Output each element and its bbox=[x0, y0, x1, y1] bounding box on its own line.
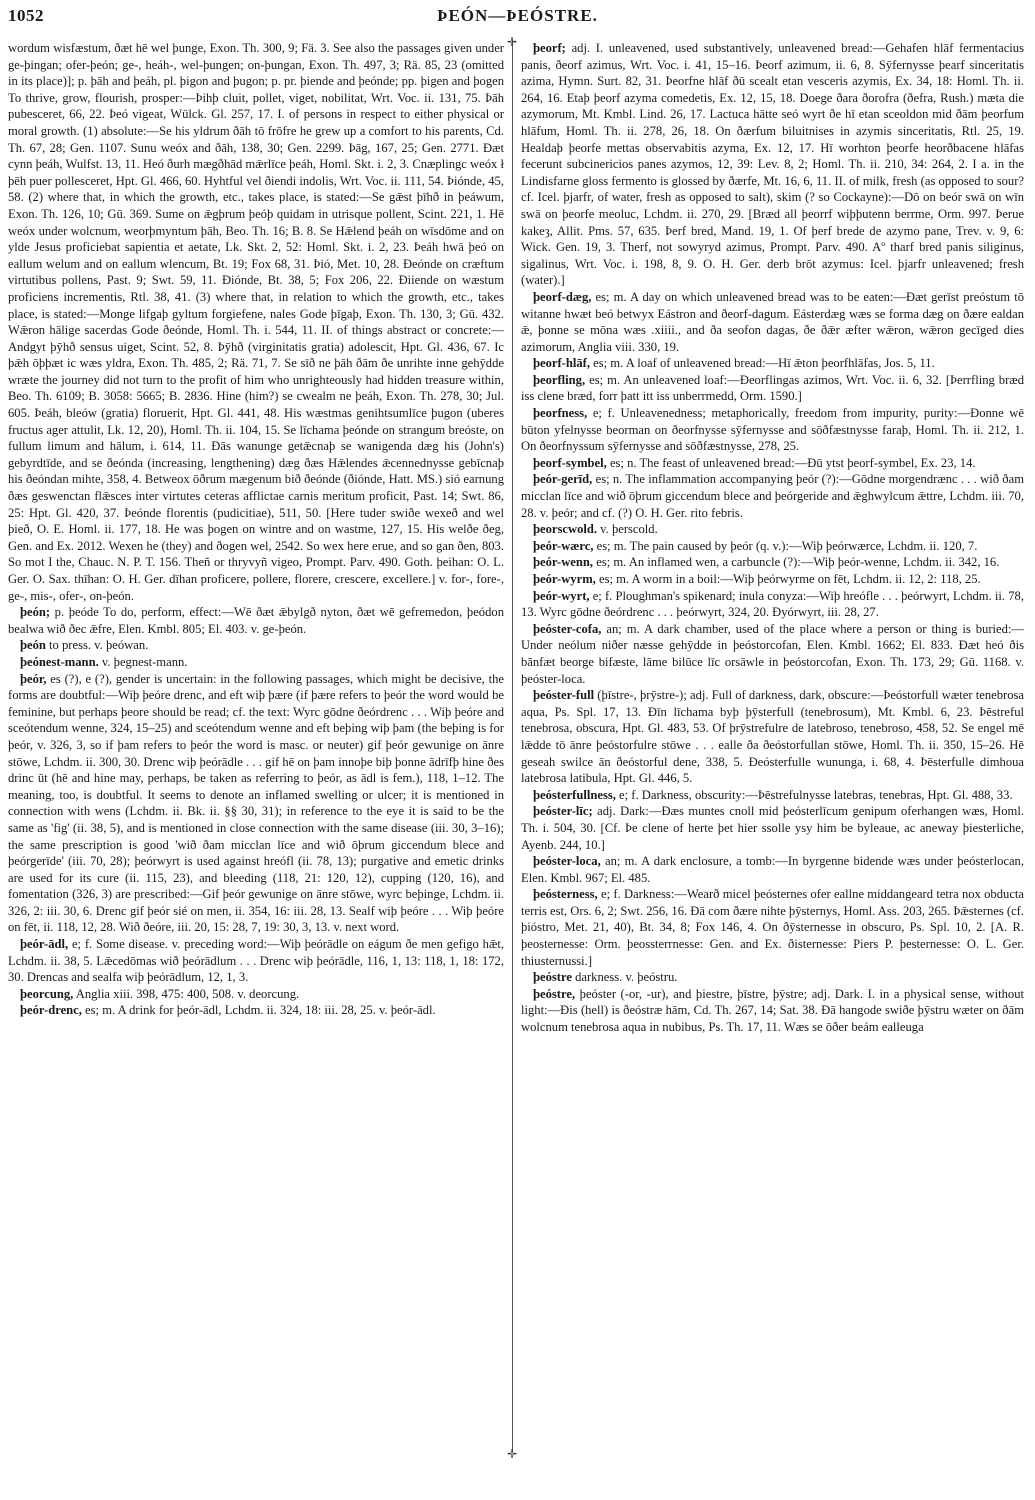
entry-text: wordum wisfæstum, ðæt hē wel þunge, Exon. Th. 300, 9; Fä. 3. See also the passages given under ge-þingan; ofer-þeón; ge-, heáh-, wel-þungen; on-þungan, Exon. Th. 497, 3; Rä. 85, 23 (omitted in its place)]; p. þāh and þeáh, pl. þigon and þugon; p. pr. þiende and þeónde; pp. þigen and þogen To thrive, grow, flourish, prosper:—Þihþ cluit, pollet, viget, nobilitat, Wrt. Voc. ii. 131, 75. Þāh pubesceret, 66, 22. Þeó vigeat, Wülck. Gl. 257, 17. I. of persons in respect to either physical or moral growth. (1) absolute:—Se his yldrum ðāh tō frōfre he grew up a comfort to his parents, Cd. Th. 67, 28; Gen. 1107. Sunu weóx and ðāh, 138, 30; Gen. 2299. Þāg, 167, 25; Gen. 2771. Ðæt cynn þeáh, Wulfst. 13, 11. Heó ðurh mægðhād mǣrlīce þeáh, Homl. Skt. i. 2, 3. Cnæplingc weóx ł þēh puer pollesceret, Hpt. Gl. 466, 60. Hyhtful vel ðiendi indolis, Wrt. Voc. ii. 111, 54. Þiónde, 45, 58. (2) where that, in which the growth, etc., takes place, is stated:—Se gǣst þīhð in þeáwum, Exon. Th. 126, 10; Gū. 369. Sume on ǣgþrum þeóþ quidam in utrisque pollent, Scint. 221, 1. Hē weóx under wolcnum, weorþmyntum þāh, Beo. Th. 16; B. 8. Se Hǣlend þeáh on wīsdōme and on ylde Jesus proficiebat sapientia et aetate, Lk. Skt. 2, 52: Homl. Skt. i. 2, 23. Þeáh hwā þeó on eallum welum and on eallum wlencum, Bt. 19; Fox 68, 31. Þió, Met. 10, 28. Ðeónde on cræftum virtutibus pollens, Past. 9; Swt. 59, 11. Ðiónde, Bt. 38, 5; Fox 206, 22. Ðiiende on wæstum proficiens incrementis, Rtl. 38, 41. (3) where that, in relation to which the growth, etc., takes place, is stated:—Monge lifgaþ gyltum forgiefene, nales Gode þīgaþ, Exon. Th. 130, 3; Gū. 432. Wǣron hālige sacerdas Gode ðeónde, Homl. Th. i. 544, 11. II. of things abstract or concrete:—Andgyt þȳhð sensus uiget, Scint. 52, 8. Þȳhð (virginitatis gratia) adolescit, Hpt. Gl. 436, 67. Ic þǣh ōþþæt ic wæs yldra, Exon. Th. 485, 2; Rä. 71, 7. Se sīð ne þāh ðām ðe unrihte inne gehȳdde wræte the journey did not turn to the profit of him who unrighteously had hidden treasure within, Beo. Th. 6109; B. 3058: 5665; B. 2836. Hine (him?) se cwealm ne þeáh, Exon. Th. 278, 30; Jul. 605. Þeáh, bleów (gratia) floruerit, Hpt. Gl. 441, 48. His wæstmas genihtsumlīce þugon (uberes fructus ager attulit, Lk. 12, 20), Homl. Th. ii. 104, 15. Se līchama þeónde on strangum breóste, on fullum limum and hālum, i. 614, 11. Ðās wanunge getǣcnaþ se wanigenda dæg his (John's) gebyrdtīde, and se ðeónda (increasing, lengthening) dæg ðæs Hǣlendes ǣcennednysse gebīcnaþ his ðeóndan mihte, 358, 4. Betweox ōðrum mægenum bið ðeónde (ðiónde, Hatt. MS.) sió earnung ðæs geswenctan flǣsces inter virtutes ceteras afflictae carnis meritum proficit, Past. 14; Swt. 86, 25: Hpt. Gl. 420, 37. Þeónde florentis (pudicitiae), 511, 50. [Here tuder swiðe wexeð and wel þieð, O. E. Homl. ii. 177, 18. He was þogen on wintre and on wastme, 127, 15. His welðe ðeg, Gen. and Ex. 2012. Wexen he (they) and ðogen wel, 2542. So wex here erue, and so gan ðen, 803. So mot I the, Chauc. N. P. T. 156. Theñ or thryvyñ vigeo, Prompt. Parv. 490. Goth. þeihan: O. L. Ger. O. Sax. thīhan: O. H. Ger. dīhan proficere, pollere, florere, crescere, excellere.] v. for-, fore-, ge-, mis-, ofer-, on-þeón. bbox=[8, 41, 504, 603]
dictionary-entry bbox=[521, 621, 1024, 687]
entry-text: an; m. A dark enclosure, a tomb:—In byrgenne bidende wæs under þeósterlocan, Elen. Kmbl. 967; El. 485. bbox=[521, 854, 1024, 885]
headword: þeorfness, bbox=[533, 406, 588, 421]
headword: þeór-wærc, bbox=[533, 538, 594, 553]
headword: þeóster-loca, bbox=[533, 854, 601, 869]
entry-text: e; f. Some disease. v. preceding word:—Wiþ þeórādle on eágum ðe men gefigo hǣt, Lchdm. ii. 38, 5. Lǣcedōmas wið þeórādlum . . . Drenc wiþ þeórādle, 116, 1, 13: 118, 1, 18: 172, 30. Drencas and sealfa wiþ þeórādlum, 12, 1, 3. bbox=[8, 937, 504, 985]
entry-text: Anglia xiii. 398, 475: 400, 508. v. deorcung. bbox=[73, 986, 300, 1001]
right-column bbox=[521, 40, 1024, 1480]
headword: þeór-wyrt, bbox=[533, 588, 590, 603]
entry-text: þeóster (-or, -ur), and þiestre, þīstre, þȳstre; adj. Dark. I. in a physical sense, without light:—Ðis (hell) is ðeóstræ hām, Cd. Th. 267, 14; Sat. 38. Ðā hangode swiðe þȳstru wæter on ðām wolcnum tenebrosa aqua in nubibus, Ps. Th. 17, 11. Wæs se ōðer beám ealleuga bbox=[521, 986, 1024, 1035]
dictionary-entry bbox=[521, 521, 1024, 538]
divider-top-mark: ✛ bbox=[506, 35, 518, 49]
dictionary-entry bbox=[521, 588, 1024, 621]
dictionary-entry bbox=[521, 471, 1024, 521]
entry-text: es; m. A drink for þeór-ādl, Lchdm. ii. 324, 18: iii. 28, 25. v. þeór-ādl. bbox=[81, 1003, 436, 1018]
dictionary-entry bbox=[8, 654, 504, 671]
dictionary-entry bbox=[521, 986, 1024, 1036]
entry-text: es; m. The pain caused by þeór (q. v.):—Wiþ þeórwærce, Lchdm. ii. 120, 7. bbox=[593, 538, 978, 553]
dictionary-entry bbox=[521, 886, 1024, 969]
entry-text: to press. v. þeówan. bbox=[45, 638, 149, 653]
entry-text: e; f. Darkness, obscurity:—Þēstrefulnysse latebras, tenebras, Hpt. Gl. 488, 33. bbox=[615, 787, 1013, 802]
headword: þeór-wyrm, bbox=[533, 572, 596, 586]
headword: þeóstre bbox=[533, 970, 572, 985]
dictionary-entry bbox=[521, 289, 1024, 355]
entry-text: es; n. The inflammation accompanying þeór (?):—Gōdne morgendrænc . . . wið ðam micclan līce and wið ōþrum giccendum blece and þeórgeride and ǣghwylcum ǣttre, Lchdm. iii. 70, 28. v. þeór; and cf. (?) O. H. Ger. rito febris. bbox=[521, 472, 1024, 520]
headword: þeór, bbox=[20, 671, 47, 686]
entry-text: es; m. A loaf of unleavened bread:—Hī ǣton þeorfhlāfas, Jos. 5, 11. bbox=[590, 356, 935, 371]
headword: þeóster-cofa, bbox=[533, 621, 602, 636]
entry-text: es; m. An inflamed wen, a carbuncle (?):—Wiþ þeór-wenne, Lchdm. ii. 342, 16. bbox=[593, 555, 1000, 570]
page-header bbox=[0, 0, 1035, 40]
dictionary-entry bbox=[8, 986, 504, 1003]
entry-text: es; m. A day on which unleavened bread was to be eaten:—Ðæt gerīst preóstum tō witanne hwæt beó betwyx Eástron and ðeorf-dagum. Eásterdæg wæs se forma dæg on ðære ealdan ǣ, þonne se mōna wæs .xiiii., and ða seofon dagas, ðe ðǣr æfter wǣron, wǣron gecīged dies azimorum, Anglia viii. 330, 19. bbox=[521, 289, 1024, 354]
headword: þeór-ādl, bbox=[20, 937, 69, 952]
dictionary-entry bbox=[521, 554, 1024, 571]
entry-text: es (?), e (?), gender is uncertain: in the following passages, which might be decisive, the forms are doubtful:—Wiþ þeóre drenc, and eft wiþ þære (if þære refers to þeór the word would be feminine, but perhaps þeore should be read; cf. the text: Wyrc gōdne ðeórdrenc . . . Wiþ þeóre and sceótendum wenne, 324, 15–25) and sceótendum wenne and eft beþing wiþ þam (the beþing is for þeór, v. 326, 3, so if þam refers to þeór the word is masc. or neuter) gif þeór gewunige on ānre stōwe, Lchdm. ii. 300, 30. Drenc wiþ þeórādle . . . gif hē on þam innoþe biþ þonne ādrīfþ hine ðes drinc ūt (hē and hine may, perhaps, be taken as referring to þeór, as ādl is fem.), 118, 1–12. The meaning, too, is doubtful. It seems to denote an inflamed swelling or ulcer; it is mentioned in connection with wens (Lchdm. ii. Bk. ii. §§ 30, 31); in reference to the eye it is said to be the same as 'fig' (ii. 38, 5), and is mentioned in close connection with the same disease (iii. 30, 3–16); the same prescription is good 'wið ðam micclan līce and wið ōþrum giccendum blece and þeórgerīde' (iii. 70, 28); þeórwyrt is used against hreófl (ii. 78, 13); purgative and emetic drinks are used for its cure (ii. 115, 23), and bleeding (118, 21: 120, 12), cupping (120, 16), and fomentation (326, 3) are prescribed:—Gif þeór gewunige on ānre stōwe, wyrc beþinge, Lchdm. ii. 326, 2: iii. 30, 6. Drenc gif þeór sié on men, ii. 354, 16: iii. 28, 13. Sealf wiþ þeóre . . . Wiþ þeóre on fēt, ii. 118, 12, 28. Wið ðeóre, iii. 20, 15: 28, 7, 19: 30, 3, 13. v. next word. bbox=[8, 671, 504, 935]
headword: þeór-wenn, bbox=[533, 555, 594, 570]
dictionary-entry bbox=[8, 604, 504, 637]
headword: þeorcung, bbox=[20, 986, 74, 1001]
dictionary-entry bbox=[8, 1002, 504, 1019]
entry-text: adj. Dark:—Ðæs muntes cnoll mid þeósterlīcum genipum oferhangen wæs, Homl. Th. i. 504, 30. [Cf. Þe clene of herte þet hier ssolle ysy him be byleaue, ac aneway þiesterliche, Ayenb. 244, 10.] bbox=[521, 804, 1024, 852]
dictionary-entry bbox=[521, 40, 1024, 289]
dictionary-entry bbox=[521, 405, 1024, 455]
entry-text: p. þeóde To do, perform, effect:—Wē ðæt ǣbylgð nyton, ðæt wē gefremedon, þeódon bealwa wið ðec ǣfre, Elen. Kmbl. 805; El. 403. v. ge-þeón. bbox=[8, 605, 504, 636]
dictionary-entry bbox=[521, 355, 1024, 372]
dictionary-entry bbox=[8, 671, 504, 937]
entry-text: e; f. Ploughman's spikenard; inula conyza:—Wiþ hreófle . . . þeórwyrt, Lchdm. ii. 78, 13. Wyrc gōdne ðeórdrenc . . . þeórwyrt, 324, 20. Ðyórwyrt, iii. 28, 27. bbox=[521, 588, 1024, 620]
divider-bottom-mark: ✛ bbox=[506, 1447, 518, 1461]
dictionary-entry bbox=[521, 538, 1024, 555]
page-number: 1052 bbox=[8, 6, 44, 25]
dictionary-entry bbox=[521, 455, 1024, 472]
entry-text: darkness. v. þeóstru. bbox=[571, 970, 678, 985]
entry-text: e; f. Darkness:—Wearð micel þeósternes ofer eallne middangeard tetra nox obducta terris est, Ors. 6, 2; Swt. 256, 16. Ðā com ðære nihte þȳsternys, Homl. Ass. 203, 265. Þǣsternes (cf. þióstro, Met. 21, 40), Bt. 34, 8; Fox 146, 4. On ðȳsternesse in obscuro, Ps. Spl. 10, 2. [A. R. þeosternesse: Orm. þeossterrnesse: Gen. and Ex. ðisternesse: Piers P. þesternesse: O. L. Ger. thiusternussi.] bbox=[521, 887, 1024, 968]
entry-text: e; f. Unleavenedness; metaphorically, freedom from impurity, purity:—Ðonne wē būton yfelnysse beorman on ðeorfnysse sȳfernysse and sōðfæstnysse faraþ, Homl. Th. ii. 212, 1. On ðeorfnyssum sȳfernysse and sōðfæstnysse, 278, 25. bbox=[521, 406, 1024, 454]
headword: þeón bbox=[20, 638, 46, 653]
headword: þeorfling, bbox=[533, 372, 586, 387]
headword: þeorf-symbel, bbox=[533, 455, 607, 470]
dictionary-entry bbox=[8, 637, 504, 654]
headword: þeósterness, bbox=[533, 887, 598, 902]
running-head: ÞEÓN—ÞEÓSTRE. bbox=[437, 6, 598, 25]
dictionary-entry bbox=[521, 372, 1024, 405]
headword: þeósterfullness, bbox=[533, 787, 616, 802]
headword: þeón; bbox=[20, 605, 51, 620]
dictionary-entry bbox=[8, 936, 504, 986]
entry-text: an; m. A dark chamber, used of the place where a person or thing is buried:—Under neólum niðer næsse gehȳdde in þeóstorcofan, Elen. Kmbl. 1662; El. 833. Ðæt heó ðis bānfæt beorge bifæste, lāme bilūce līc orsāwle in þeóstorcofan, Exon. Th. 173, 29; Gū. 1168. v. þeóster-loca. bbox=[521, 621, 1024, 686]
dictionary-entry bbox=[521, 571, 1024, 588]
headword: þeónest-mann. bbox=[20, 654, 99, 669]
dictionary-entry bbox=[521, 787, 1024, 804]
headword: þeór-gerīd, bbox=[533, 472, 593, 487]
dictionary-entry bbox=[521, 969, 1024, 986]
headword: þeór-drenc, bbox=[20, 1003, 82, 1018]
dictionary-entry bbox=[521, 687, 1024, 787]
dictionary-entry bbox=[521, 853, 1024, 886]
dictionary-entry bbox=[521, 803, 1024, 853]
column-divider bbox=[512, 40, 513, 1452]
entry-text: (þīstre-, þrȳstre-); adj. Full of darkness, dark, obscure:—Þeóstorfull wæter tenebrosa aqua, Ps. Spl. 17, 13. Ðīn līchama byþ þȳsterfull (tenebrosum), Mt. Kmbl. 6, 23. Þēstreful tenebrosa, obscura, Hpt. Gl. 483, 53. Of þrȳstrefulre de latebroso, tenebroso, 458, 52. Se engel mē lǣdde tō ānre þeóstorfulre stōwe . . . ealle ða ðeóstorfullan stōwe, Homl. Th. ii. 350, 15–26. Hē geseah swilce ān ðeóstorful dene, 338, 5. Ðeósterfulle wununga, i. 68, 4. Þēsterfulle dimhoua latebrosa latibula, Hpt. Gl. 446, 5. bbox=[521, 688, 1024, 786]
headword: þeorf-dæg, bbox=[533, 289, 592, 304]
entry-text: es; n. The feast of unleavened bread:—Ðū ytst þeorf-symbel, Ex. 23, 14. bbox=[606, 455, 976, 470]
entry-text: v. þerscold. bbox=[597, 522, 658, 537]
headword: þeorf-hlāf, bbox=[533, 356, 591, 371]
left-column bbox=[8, 40, 504, 1480]
entry-text: es; m. An unleavened loaf:—Ðeorflingas azimos, Wrt. Voc. ii. 6, 32. [Þerrfling bræd iss clene bræd, forr þatt itt iss unberrmedd, Orm. 1590.] bbox=[521, 372, 1024, 404]
headword: þeóster-līc; bbox=[533, 804, 593, 819]
headword: þeorscwold. bbox=[533, 522, 598, 537]
entry-text: es; m. A worm in a boil:—Wiþ þeórwyrme on fēt, Lchdm. ii. 12, 2: 118, 25. bbox=[595, 572, 981, 586]
entry-text: v. þegnest-mann. bbox=[98, 654, 188, 669]
entry-continuation bbox=[8, 40, 504, 604]
entry-text: adj. I. unleavened, used substantively, unleavened bread:—Gehafen hlāf fermentacius panis, ðeorf azimus, Wrt. Voc. i. 41, 15–16. Þeorf azimum, ii. 6, 8. Sȳfernysse þearf sinceritatis azima, Hymn. Surt. 82, 31. Þeorfne hlāf ðū scealt etan vesceris azymis, Ex. 34, 18: Homl. Th. ii. 264, 16. Etaþ þeorf azyma comedetis, Ex. 12, 15, 18. Doege ðara ðorofra (ðefra, Rush.) mæta die azymorum, Mt. Kmbl. Lind. 26, 17. Lactuca hātte seó wyrt ðe hī etan sceoldon mid ðām þeorfum hlāfum, Homl. Th. ii. 278, 26, 18. On ðærfum biluitnises in azymis sinceritatis, Rtl. 25, 19. Healdaþ þeorfe mettas observabitis azyma, Ex. 12, 17. Hī worhton þeorfe heorðbacene hlāfas fecerunt subcinericios panes azymos, 12, 39: Lev. 8, 2; Homl. Th. ii. 210, 34: 264, 2. I a. in the Lindisfarne gloss fermento is glossed by ðærfe, Mt. 16, 6, 11. II. of milk, fresh (as opposed to sour? cf. Icel. þjarfr, of water, fresh as opposed to salt), skim (? so Cockayne):—Dō on beór swā on wīn swā on þeorfe meoluc, Lchdm. ii. 270, 29. [Bræd all þeorrf wiþþutenn berrme, Orm. 997. Þerue kakeȝ, Allit. Pms. 57, 635. Þerf bred, Mand. 19, 1. Of þerf brede de azymo pane, Trev. v. 9, 6: Wick. Gen. 19, 3. Therf, not sowyryd azimus, Prompt. Parv. 490. Aº tharf bred panis siliginus, sigalinus, Wrt. Voc. i. 198, 8, 9. O. H. Ger. derb brōt azymus: Icel. þjarfr unleavened; fresh (water).] bbox=[521, 41, 1024, 288]
headword: þeóster-full bbox=[533, 688, 595, 703]
headword: þeorf; bbox=[533, 41, 566, 55]
headword: þeóstre, bbox=[533, 986, 576, 1001]
